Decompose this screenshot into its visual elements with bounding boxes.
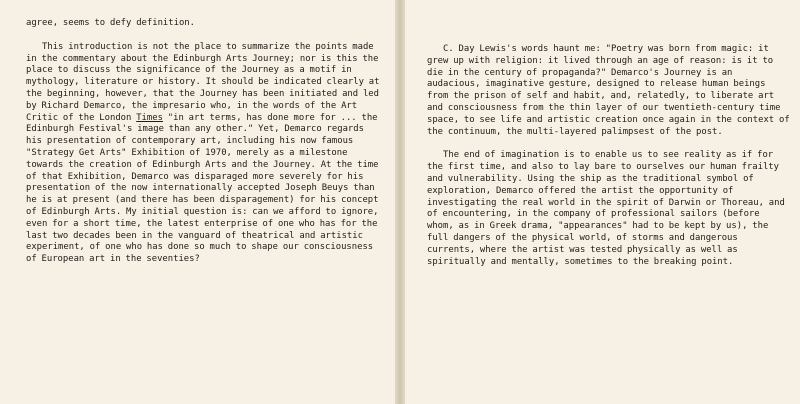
paragraph-gap [26, 30, 381, 42]
left-paragraph-2-end: "in art terms, has done more for ... the Edinburgh Festival's image than any other." Yet, Demarco regards his presentation of contemporary art, including his now famous "Strategy Get Arts" Exhibition of 1970, merely as a milestone towards the creation of Edinburgh Arts and the Journey. At the time of that Exhibition, Demarco was disparaged more severely for his presentation of the now internationally accepted Joseph Beuys than he is at present (and there has been disparagement) for his concept of Edinburgh Arts. My initial question is: can we afford to ignore, even for a short time, the latest enterprise of one who has for the last two decades been in the vanguard of theatrical and artistic experiment, of one who has done so much to shape our consciousness of European art in the seventies? [26, 112, 379, 265]
paragraph-gap [427, 138, 790, 150]
right-paragraph-2: The end of imagination is to enable us to see reality as if for the first time, and also to lay bare to ourselves our human frailty and vulnerability. Using the ship as the traditional symbol of exploration, Demarco offered the artist the opportunity of investigating the real world in the spirit of Darwin or Thoreau, and of encountering, in the company of professional sailors (before whom, as in Greek drama, "appearances" had to be kept by us), the full dangers of the physical world, of storms and dangerous currents, where the artist was tested physically as well as spiritually and mentally, sometimes to the breaking point. [427, 150, 785, 267]
right-page [405, 0, 800, 404]
right-paragraph-1: C. Day Lewis's words haunt me: "Poetry was born from magic: it grew up with religion: it lived through an age of reason: is it to die in the century of propaganda?" Demarco's Journey is an audacious, imaginative gesture, designed to release human beings from the prison of self and habit, and, relatedly, to liberate art and consciousness from the thin layer of our twentieth-century time space, to see life and artistic creation once again in the context of the continuum, the multi-layered palimpsest of the post. [427, 44, 790, 137]
book-gutter [395, 0, 405, 404]
times-title: Times [136, 112, 163, 123]
left-paragraph-2-start: This introduction is not the place to summarize the points made in the commentary about the Edinburgh Arts Journey; nor is this the place to discuss the significance of the Journey as a motif in mythology, literature or history. It should be indicated clearly at the beginning, however, that the Journey has been initiated and led by Richard Demarco, the impresario who, in the words of the Art Critic of the London [26, 41, 380, 123]
left-page [0, 0, 395, 404]
left-paragraph-1: agree, seems to defy definition. [26, 18, 195, 28]
left-paragraph-2 [26, 42, 381, 266]
